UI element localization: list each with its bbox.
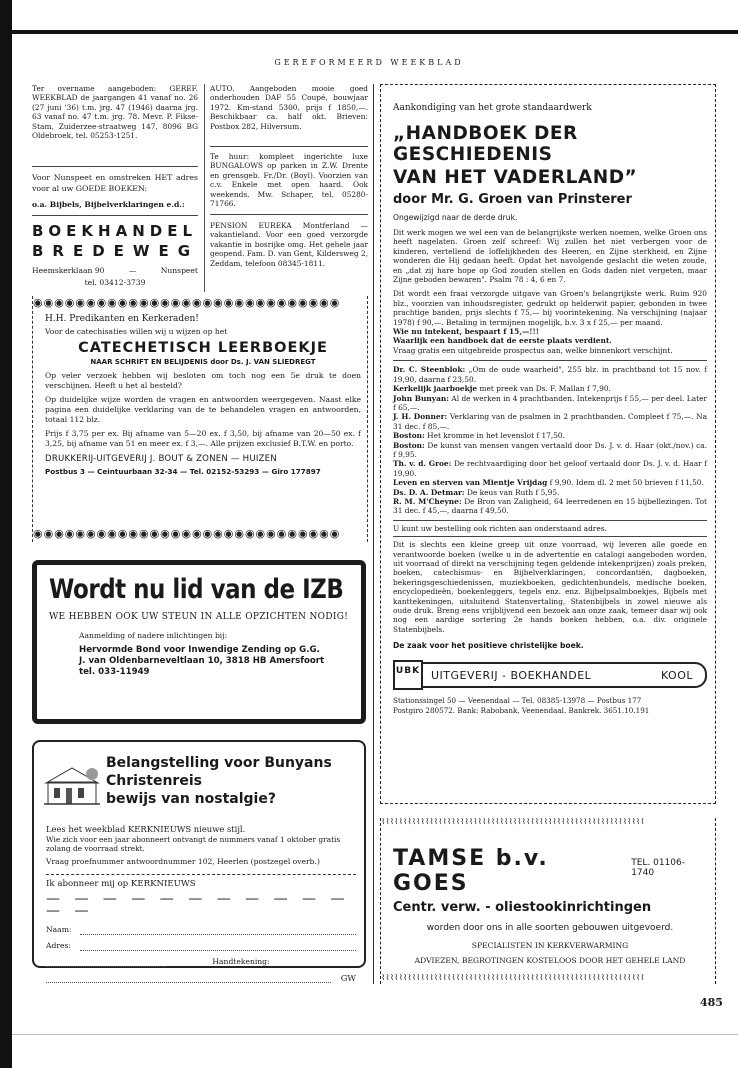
tamse-tel: TEL. 01106-1740 bbox=[631, 858, 686, 878]
boekhandel-street: BREDEWEG bbox=[32, 242, 200, 261]
ad-overname bbox=[32, 84, 198, 140]
tamse-line3: worden door ons in alle soorten gebouwen uitgevoerd. bbox=[426, 923, 674, 933]
bunyan-title-3: bewijs van nostalgie? bbox=[106, 791, 276, 807]
handtekening-label: Handtekening: bbox=[212, 956, 270, 966]
handboek-druk: Ongewijzigd naar de derde druk. bbox=[393, 213, 518, 222]
bunyan-title-2: Christenreis bbox=[106, 773, 202, 789]
izb-tel: tel. 033-11949 bbox=[79, 667, 150, 677]
book-author: Th. v. d. Groe: bbox=[393, 459, 452, 469]
ad-tamse bbox=[380, 818, 716, 984]
book-item bbox=[393, 412, 707, 431]
bunyan-proef: Vraag proefnummer antwoordnummer 102, Heerlen (postzegel overb.) bbox=[46, 856, 320, 866]
kool-address: Stationssingel 50 — Veenendaal — Tel. 08385-13978 — Postbus 177 bbox=[393, 696, 642, 706]
book-list bbox=[393, 365, 707, 516]
bunyan-title-1: Belangstelling voor Bunyans bbox=[106, 755, 332, 771]
zigzag-border-top: ⌇⌇⌇⌇⌇⌇⌇⌇⌇⌇⌇⌇⌇⌇⌇⌇⌇⌇⌇⌇⌇⌇⌇⌇⌇⌇⌇⌇⌇⌇⌇⌇⌇⌇⌇⌇⌇⌇⌇⌇⌇⌇⌇⌇⌇⌇⌇⌇⌇⌇⌇⌇⌇⌇⌇⌇⌇⌇⌇⌇ bbox=[381, 818, 645, 827]
ad-handboek bbox=[380, 84, 716, 804]
book-item bbox=[393, 488, 707, 497]
tamse-line2: Centr. verw. - oliestookinrichtingen bbox=[393, 900, 652, 915]
book-item bbox=[393, 384, 707, 393]
handboek-p5: Vraag gratis een uitgebreide prospectus aan, welke binnenkort verschijnt. bbox=[393, 345, 673, 355]
tamse-name: TAMSE b.v. GOES bbox=[393, 846, 549, 896]
cat-greeting: H.H. Predikanten en Kerkeraden! bbox=[45, 314, 199, 324]
handtekening-left-line bbox=[46, 957, 166, 967]
handboek-title-2: VAN HET VADERLAND” bbox=[393, 167, 638, 188]
bead-border-bottom: ◉◉◉◉◉◉◉◉◉◉◉◉◉◉◉◉◉◉◉◉◉◉◉◉◉◉◉◉◉ bbox=[33, 527, 341, 540]
book-item bbox=[393, 365, 707, 384]
column-divider bbox=[204, 84, 205, 292]
book-text: Het kromme in het levenslot f 17,50. bbox=[424, 431, 565, 441]
handboek-tagline: De zaak voor het positieve christelijke boek. bbox=[393, 641, 584, 651]
ad-auto-text: AUTO. Aangeboden mooie goed onderhouden DAF 55 Coupé, bouwjaar 1972. Km-stand 5300, prijs f 1850,—. Beschikbaar ca. half okt. Brieven: Postbox 282, Hilversum. bbox=[210, 84, 368, 131]
book-author: John Bunyan: bbox=[393, 393, 449, 403]
handboek-p3: Wie nu intekent, bespaart f 15,—!!! bbox=[393, 327, 540, 337]
tamse-line4: SPECIALISTEN IN KERKVERWARMING bbox=[471, 941, 629, 950]
book-item bbox=[393, 394, 707, 413]
book-item bbox=[393, 431, 707, 440]
page-number: 485 bbox=[700, 996, 723, 1009]
cat-prices: Prijs f 3,75 per ex. Bij afname van 5—20 ex. f 3,50, bij afname van 20—50 ex. f 3,25, bij afname van 51 en meer ex. f 3,—. Alle prijzen exclusief B.T.W. en porto. bbox=[45, 429, 361, 448]
bunyan-abonneer: Ik abonneer mij op KERKNIEUWS bbox=[46, 878, 196, 889]
izb-subtitle: WE HEBBEN OOK UW STEUN IN ALLE OPZICHTEN NODIG! bbox=[49, 612, 349, 622]
church-icon bbox=[44, 758, 100, 808]
ad-pension bbox=[210, 221, 368, 268]
bunyan-abonnement: Wie zich voor een jaar abonneert ontvangt de nummers vanaf 1 oktober gratis zolang de voorraad strekt. bbox=[46, 835, 341, 854]
divider bbox=[393, 536, 707, 537]
ad-nunspeet bbox=[32, 172, 198, 287]
zigzag-border-bottom: ⌇⌇⌇⌇⌇⌇⌇⌇⌇⌇⌇⌇⌇⌇⌇⌇⌇⌇⌇⌇⌇⌇⌇⌇⌇⌇⌇⌇⌇⌇⌇⌇⌇⌇⌇⌇⌇⌇⌇⌇⌇⌇⌇⌇⌇⌇⌇⌇⌇⌇⌇⌇⌇⌇⌇⌇⌇⌇⌇⌇ bbox=[381, 974, 645, 983]
ad-overname-text: Ter overname aangeboden: GEREF. WEEKBLAD de jaargangen 41 vanaf no. 26 (27 juni '36) t.m. jrg. 47 (1946) daarna jrg. 63 vanaf no. 47 t.m. jrg. 78. Mevr. P. Fikse-Stam, Zuiderzee-straatweg 147, 8096 BG Oldebroek, tel. 05253-1251. bbox=[32, 84, 198, 141]
page-header: GEREFORMEERD WEEKBLAD bbox=[274, 58, 464, 67]
cat-intro: Voor de catechisaties willen wij u wijzen op het bbox=[45, 327, 228, 336]
boekhandel-address bbox=[32, 266, 198, 275]
nunspeet-items: o.a. Bijbels, Bijbelverklaringen e.d.: bbox=[32, 200, 185, 209]
book-item bbox=[393, 478, 707, 487]
izb-address: J. van Oldenbarneveltlaan 10, 3818 HB Amersfoort bbox=[79, 656, 325, 666]
book-author: Boston: bbox=[393, 431, 425, 441]
handboek-announce: Aankondiging van het grote standaardwerk bbox=[393, 103, 592, 113]
boekhandel-tel: tel. 03412-3739 bbox=[84, 277, 146, 287]
bottom-rule bbox=[12, 1034, 738, 1035]
book-author: R. M. M'Cheyne: bbox=[393, 496, 462, 506]
divider bbox=[210, 146, 368, 147]
book-text: Al de werken in 4 prachtbanden. Intekenprijs f 55,— per deel. Later f 65,—. bbox=[393, 393, 707, 412]
naam-row bbox=[46, 925, 356, 935]
handtekening-field[interactable] bbox=[46, 975, 331, 983]
binding-spine bbox=[0, 0, 12, 1068]
kool-logo-row bbox=[393, 660, 707, 690]
cat-p1: Op veler verzoek hebben wij besloten om toch nog een 5e druk te doen verschijnen. Heeft u het al besteld? bbox=[45, 371, 361, 390]
ad-kerknieuws bbox=[32, 740, 366, 983]
kool-logo-icon: UBK bbox=[393, 660, 423, 690]
tamse-line5: ADVIEZEN, BEGROTINGEN KOSTELOOS DOOR HET GEHELE LAND bbox=[414, 956, 686, 965]
naam-label: Naam: bbox=[46, 924, 72, 934]
dashed-separator: — — — — — — — — — — — — — bbox=[46, 890, 350, 919]
boekhandel-name: BOEKHANDEL bbox=[32, 222, 198, 241]
book-item bbox=[393, 441, 707, 460]
ad-izb bbox=[32, 560, 366, 724]
book-author: J. H. Donner: bbox=[393, 412, 448, 422]
book-text: Verklaring van de psalmen in 2 prachtbanden. Compleet f 75,—. Na 31 dec. f 85,—. bbox=[393, 412, 707, 431]
cat-title: CATECHETISCH LEERBOEKJE bbox=[78, 340, 328, 356]
book-item bbox=[393, 459, 707, 478]
book-text: De Bron van Zaligheid, 64 leerredenen en 15 bijbellezingen. Tot 31 dec. f 45,—, daarna f 49,50. bbox=[393, 496, 707, 516]
ad-pension-text: PENSION EUREKA Montferland — vakantieland. Voor een goed verzorgde vakantie in bosrijke omg. Het gehele jaar geopend. Fam. D. van Gent, Kildersweg 2, Zeddam, telefoon 08345-1811. bbox=[210, 221, 368, 268]
handboek-p2: Dit wordt een fraai verzorgde uitgave van Groen's belangrijkste werk. Ruim 920 blz., voorzien van inhoudsregister, gedrukt op helderwit papier, gebonden in twee prachtige banden, prijs slechts f 75,— bij voorintekening. Na verschijning (najaar 1978) f 90,—. Betaling in termijnen mogelijk, b.v. 3 x f 25,— per maand. bbox=[393, 289, 707, 327]
book-author: Kerkelijk jaarboekje bbox=[393, 384, 478, 394]
handboek-p1: Dit werk mogen we wel een van de belangrijkste werken noemen, welke Groen ons heeft nagelaten. Groen zelf schreef: Wij zullen het niet verbergen voor de kinderen, vertellend de loffelijkheden des Heeren, en Zijne sterkheid, en Zijne wonderen die Hij gedaan heeft. Opdat het navolgende geslacht die weten zoude, en „dat zij hare hope op God zouden stellen en Gods daden niet vergeten, maar Zijne geboden bewaren". Psalm 78 : 4, 6 en 7. bbox=[393, 228, 707, 285]
cat-p2: Op duidelijke wijze worden de vragen en antwoorden weergegeven. Naast elke pagina een duidelijke verklaring van de te behandelen vragen en antwoorden, totaal 112 blz. bbox=[45, 395, 361, 424]
ad-catechisatie bbox=[32, 296, 368, 542]
book-text: De kunst van mensen vangen vertaald door Ds. J. v. d. Haar (okt./nov.) ca. f 9,95. bbox=[393, 440, 707, 459]
cat-contact: Postbus 3 — Ceintuurbaan 32-34 — Tel. 02152-53293 — Giro 177897 bbox=[45, 467, 321, 476]
divider bbox=[46, 874, 356, 875]
bunyan-code: GW bbox=[340, 972, 356, 983]
izb-org: Hervormde Bond voor Inwendige Zending op G.G. bbox=[79, 645, 320, 655]
boekhandel-address-dash: — bbox=[128, 266, 137, 276]
handtekening-row bbox=[46, 957, 356, 967]
naam-field[interactable] bbox=[80, 926, 356, 935]
kerknieuws-headline bbox=[106, 754, 332, 808]
column-divider bbox=[373, 84, 374, 984]
divider bbox=[393, 360, 707, 361]
book-text: De rechtvaardiging door het geloof vertaald door Ds. J. v. d. Haar f 19,90. bbox=[393, 459, 707, 478]
book-author: Leven en sterven van Mientje Vrijdag bbox=[393, 478, 548, 488]
handboek-author: door Mr. G. Groen van Prinsterer bbox=[393, 192, 632, 207]
book-author: Dr. C. Steenblok: bbox=[393, 365, 466, 375]
adres-row bbox=[46, 941, 356, 951]
divider bbox=[32, 215, 198, 216]
handboek-voorraad: Dit is slechts een kleine greep uit onze voorraad, wij leveren alle goede en verantwoorde boeken (welke u in de advertentie en catalogi aangeboden worden, uit voorraad of direkt na verschijning tegen geldende intekenprijzen) zoals preken, boeken, catechismus- en Bijbelverklaringen, concordantiën, dagboeken, bekeringsgeschiedenissen, muziekboeken, gedichtenbundels, medische boeken, encyclopedieën, boekenleggers, tegels enz. enz. Bijbelpsalmboekjes, Bijbels met kanttekeningen, uitsluitend Statenvertaling, Statenbijbels in zowel nieuwe als oude druk. Breng eens vrijblijvend een bezoek aan onze zaak, temeer daar wij ook nog een aardige sortering 2e hands boeken hebben, o.a. div. originele Statenbijbels. bbox=[393, 540, 707, 634]
ad-auto bbox=[210, 84, 368, 131]
cat-subtitle: NAAR SCHRIFT EN BELIJDENIS door Ds. J. VAN SLIEDREGT bbox=[90, 358, 316, 366]
handboek-bestel: U kunt uw bestelling ook richten aan onderstaand adres. bbox=[393, 523, 607, 533]
ad-huur-text: Te huur: kompleet ingerichte luxe BUNGALOWS op parken in Z.W. Drente en grensgeb. Fr./Dr. (Boyl). Voorzien van c.v. Enkele met open haard. Ook weekends. Mw. Schaper, tel. 05280-71766. bbox=[210, 152, 368, 209]
book-text: met preek van Ds. F. Mallan f 7,90. bbox=[477, 384, 611, 394]
divider bbox=[32, 166, 198, 167]
church-illustration bbox=[44, 758, 100, 808]
top-rule bbox=[12, 30, 738, 34]
tamse-header bbox=[393, 846, 707, 896]
kool-banner bbox=[423, 662, 707, 688]
kool-name: UITGEVERIJ - BOEKHANDEL bbox=[431, 668, 592, 682]
cat-publisher: DRUKKERIJ-UITGEVERIJ J. BOUT & ZONEN — HUIZEN bbox=[45, 454, 277, 464]
handboek-p4: Waarlijk een handboek dat de eerste plaats verdient. bbox=[393, 336, 612, 346]
book-text: „Om de oude waarheid", 255 blz. in prachtband tot 15 nov. f 19,90, daarna f 23,50. bbox=[393, 365, 707, 384]
adres-field[interactable] bbox=[80, 942, 356, 951]
kool-brand: KOOL bbox=[660, 668, 693, 682]
ad-huur bbox=[210, 152, 368, 208]
bunyan-lees: Lees het weekblad KERKNIEUWS nieuwe stijl. bbox=[46, 824, 246, 834]
divider bbox=[210, 214, 368, 215]
handboek-title-1: „HANDBOEK DER GESCHIEDENIS bbox=[393, 123, 578, 165]
book-author: Ds. D. A. Detmar: bbox=[393, 487, 465, 497]
divider bbox=[393, 520, 707, 521]
kool-bank: Postgiro 280572. Bank: Rabobank, Veenendaal. Bankrek. 3651.10.191 bbox=[393, 705, 650, 715]
izb-inline: Aanmelding of nadere inlichtingen bij: bbox=[79, 631, 228, 640]
signature-row bbox=[46, 973, 356, 983]
boekhandel-address-city: Nunspeet bbox=[160, 266, 198, 276]
book-author: Boston: bbox=[393, 440, 425, 450]
bead-border-top: ◉◉◉◉◉◉◉◉◉◉◉◉◉◉◉◉◉◉◉◉◉◉◉◉◉◉◉◉◉ bbox=[33, 296, 341, 309]
book-text: De keus van Ruth f 5,95. bbox=[464, 487, 560, 497]
boekhandel-address-street: Heemskerklaan 90 bbox=[32, 266, 105, 276]
book-item bbox=[393, 497, 707, 516]
izb-title: Wordt nu lid van de IZB bbox=[49, 575, 344, 605]
adres-label: Adres: bbox=[46, 940, 71, 950]
book-text: f 9,90. Idem dl. 2 met 50 brieven f 11,50. bbox=[547, 478, 704, 488]
nunspeet-text: Voor Nunspeet en omstreken HET adres voor al uw GOEDE BOEKEN: bbox=[32, 173, 198, 193]
